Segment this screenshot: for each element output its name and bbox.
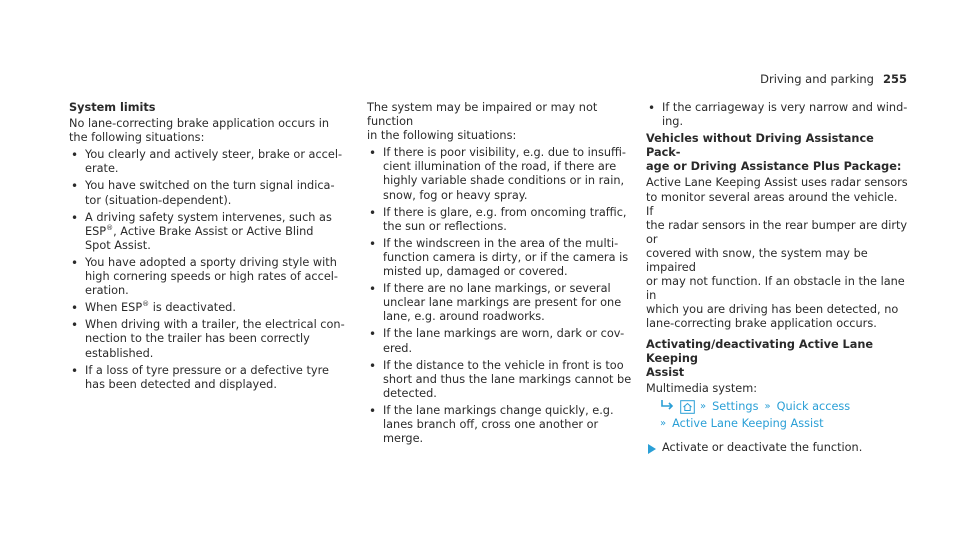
registered-mark: ®	[142, 300, 150, 309]
vehicles-heading: Vehicles without Driving Assistance Pack- age or Driving Assistance Plus Package:	[646, 132, 902, 174]
list-item-text: A driving safety system intervenes, such as	[85, 210, 332, 224]
system-limits-list	[69, 148, 354, 392]
chevron-right-icon: »	[700, 401, 707, 413]
list-item-text: is deactivated.	[149, 301, 236, 315]
page-header	[760, 72, 907, 86]
list-item: • If the carriageway is very narrow and wind- ing.	[646, 101, 908, 129]
impairment-list-continued	[646, 101, 908, 129]
list-item	[69, 301, 354, 315]
section-title: Driving and parking	[760, 72, 874, 86]
multimedia-label: Multimedia system:	[646, 381, 758, 395]
registered-mark: ®	[106, 223, 114, 232]
return-arrow-icon	[660, 399, 674, 416]
column-3	[646, 101, 908, 455]
vehicles-text: Active Lane Keeping Assist uses radar sensors to monitor several areas around the vehicle. If the radar sensors in the rear bumper are dirty or covered with snow, the system may be impaired or may not function. If an obstacle in the lane in which you are driving has been detected, no lane-correcting brake application occurs.	[646, 176, 908, 331]
menu-path-line-1	[660, 399, 908, 416]
list-item: • When driving with a trailer, the electrical con- nection to the trailer has been correctly established.	[69, 318, 354, 360]
chevron-right-icon: »	[764, 401, 771, 413]
system-limits-heading: System limits	[69, 101, 156, 114]
list-item: • You have switched on the turn signal indica- tor (situation-dependent).	[69, 179, 354, 207]
menu-path	[646, 399, 908, 433]
list-item: • If the lane markings change quickly, e.g. lanes branch off, cross one another or merge.	[367, 404, 632, 446]
esp-text: ESP	[85, 224, 107, 238]
menu-settings[interactable]: Settings	[712, 400, 759, 414]
list-item: • If there are no lane markings, or several unclear lane markings are present for one lane, e.g. around roadworks.	[367, 282, 632, 324]
list-item: • If a loss of tyre pressure or a defective tyre has been detected and displayed.	[69, 364, 354, 392]
list-item: • If there is glare, e.g. from oncoming traffic, the sun or reflections.	[367, 206, 632, 234]
list-item-text: When ESP	[85, 301, 143, 315]
home-icon[interactable]	[680, 400, 694, 414]
impairment-list	[367, 146, 632, 446]
list-item: • If the windscreen in the area of the multi- function camera is dirty, or if the camera is misted up, damaged or covered.	[367, 237, 632, 279]
list-item: • If there is poor visibility, e.g. due to insuffi- cient illumination of the road, if there are highly variable shade conditions or in rain, snow, fog or heavy spray.	[367, 146, 632, 202]
step-text: Activate or deactivate the function.	[662, 440, 863, 454]
list-item: • If the distance to the vehicle in front is too short and thus the lane markings cannot be detected.	[367, 359, 632, 401]
play-icon	[648, 444, 656, 454]
list-item	[69, 211, 354, 253]
menu-quick-access[interactable]: Quick access	[776, 400, 851, 414]
list-item: • If the lane markings are worn, dark or cov- ered.	[367, 327, 632, 355]
list-item: • You clearly and actively steer, brake or accel- erate.	[69, 148, 354, 176]
chevron-right-icon: »	[660, 418, 667, 430]
list-item: • You have adopted a sporty driving style with high cornering speeds or high rates of accel- eration.	[69, 256, 354, 298]
column-1	[69, 101, 354, 395]
system-limits-intro: No lane-correcting brake application occurs in the following situations:	[69, 117, 330, 145]
list-item-text: , Active Brake Assist or Active Blind Spot Assist.	[85, 224, 314, 252]
menu-path-line-2	[660, 416, 908, 433]
column-2	[367, 101, 632, 449]
instruction-step	[646, 441, 908, 455]
menu-active-lane-keeping-assist[interactable]: Active Lane Keeping Assist	[672, 417, 824, 431]
page-number: 255	[882, 72, 907, 86]
activating-heading: Activating/deactivating Active Lane Keeping Assist	[646, 337, 874, 379]
impairment-intro: The system may be impaired or may not function in the following situations:	[367, 101, 598, 143]
